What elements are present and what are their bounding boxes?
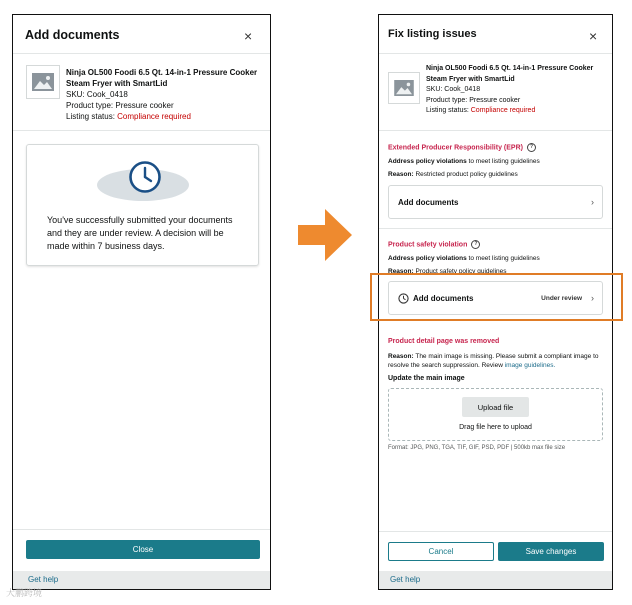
safety-title-text: Product safety violation [388,241,468,249]
chevron-right-icon: › [591,197,594,207]
product-thumbnail [388,72,420,104]
epr-policy-line [388,158,608,165]
product-title: Ninja OL500 Foodi 6.5 Qt. 14-in-1 Pressure Cooker Steam Fryer with SmartLid [66,68,258,88]
panel-title: Fix listing issues [388,28,477,40]
panel-title: Add documents [25,28,120,42]
upload-dropzone[interactable] [388,388,603,441]
help-footer [13,571,270,589]
close-icon[interactable]: × [589,28,598,44]
close-icon[interactable]: × [244,28,253,44]
listing-status-label: Listing status: [426,107,471,114]
add-documents-label: Add documents [398,198,459,207]
product-info [66,67,266,122]
product-sku: SKU: Cook_0418 [66,90,128,99]
removed-section-title: Product detail page was removed [388,338,500,345]
safety-reason-bold: Reason: [388,268,414,275]
epr-add-documents-row[interactable] [388,185,603,219]
product-sku: SKU: Cook_0418 [426,86,481,93]
product-title: Ninja OL500 Foodi 6.5 Qt. 14-in-1 Pressure Cooker Steam Fryer with SmartLid [426,65,594,83]
epr-reason-rest: Restricted product policy guidelines [413,171,518,178]
product-divider [13,130,270,131]
chevron-right-icon: › [591,293,594,303]
product-type: Product type: Pressure cooker [66,101,174,110]
add-documents-label: Add documents [413,294,474,303]
listing-status [426,106,609,117]
safety-policy-line [388,255,608,262]
epr-policy-bold: Address policy violations [388,158,467,165]
close-button[interactable]: Close [26,540,260,559]
epr-title-text: Extended Producer Responsibility (EPR) [388,144,523,152]
safety-policy-bold: Address policy violations [388,255,467,262]
listing-status-label: Listing status: [66,112,118,121]
epr-policy-rest: to meet listing guidelines [466,158,540,165]
image-placeholder-icon [32,73,54,91]
listing-status [66,111,266,122]
get-help-link[interactable]: Get help [28,575,59,584]
footer-divider [379,531,612,532]
highlight-box [370,273,623,321]
review-message: You've successfully submitted your documents and they are under review. A decision will be made within 7 business days. [47,215,233,251]
product-info [426,64,609,117]
watermark: 大鹏跨境 [6,588,43,598]
arrow-right-icon [298,209,352,261]
image-placeholder-icon [394,80,414,96]
product-thumbnail [26,65,60,99]
image-guidelines-link[interactable]: image guidelines. [504,362,556,369]
removed-reason [388,352,606,370]
clock-icon [128,160,162,194]
get-help-link[interactable]: Get help [390,575,421,584]
format-hint: Format: JPG, PNG, TGA, TIF, GIF, PSD, PDF | 500kb max file size [388,445,566,451]
listing-status-value: Compliance required [117,112,191,121]
listing-status-value: Compliance required [470,107,536,114]
product-type: Product type: Pressure cooker [426,96,521,104]
header-divider [379,53,612,54]
drag-upload-text: Drag file here to upload [459,424,532,431]
removed-reason-rest: The main image is missing. Please submit a compliant image to resolve the search suppression. Review [388,353,599,369]
footer-divider [13,529,270,530]
cancel-button[interactable]: Cancel [388,542,494,561]
epr-section-title [388,143,536,152]
epr-divider [379,228,612,229]
update-image-label: Update the main image [388,375,465,382]
info-icon[interactable]: ? [527,143,536,152]
under-review-badge: Under review [541,295,582,302]
review-status-card [26,144,259,266]
safety-reason-rest: Product safety policy guidelines [413,268,507,275]
upload-file-button[interactable]: Upload file [462,397,529,417]
safety-section-title [388,240,480,249]
save-changes-button[interactable]: Save changes [498,542,604,561]
removed-reason-bold: Reason: [388,353,414,360]
help-footer [379,571,612,589]
header-divider [13,53,270,54]
epr-reason-line [388,171,608,178]
safety-policy-rest: to meet listing guidelines [466,255,540,262]
info-icon[interactable]: ? [471,240,480,249]
product-divider [379,130,612,131]
add-documents-panel [12,14,271,590]
epr-reason-bold: Reason: [388,171,414,178]
